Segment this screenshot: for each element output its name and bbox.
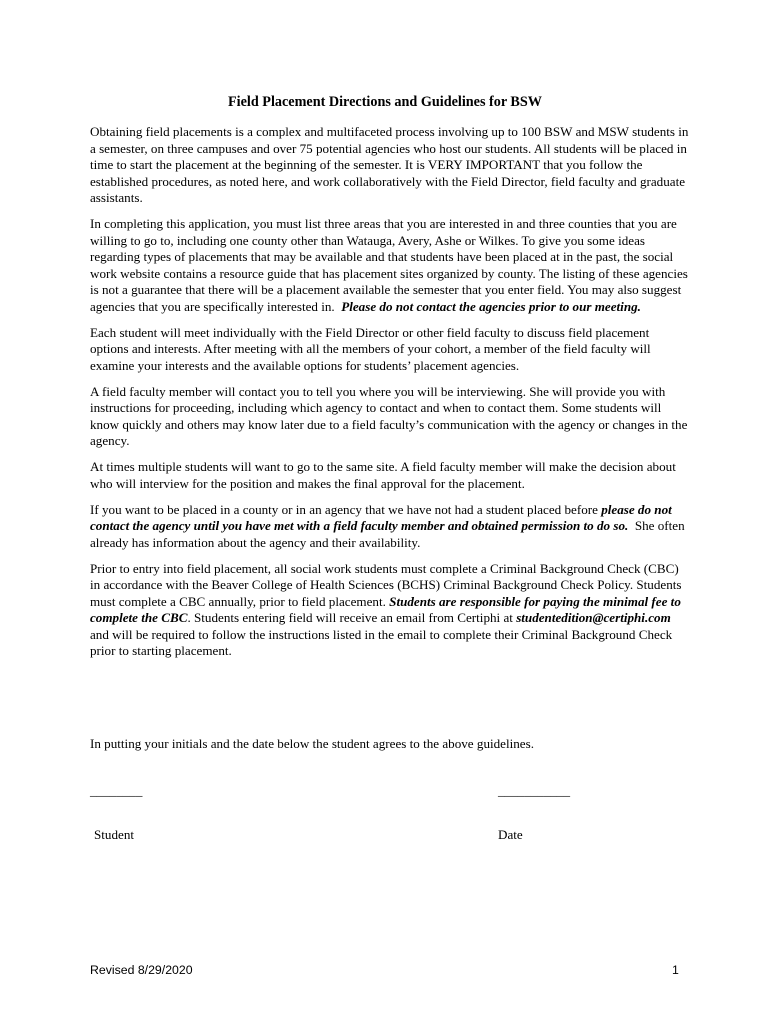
paragraph-overview: Obtaining field placements is a complex and multifaceted process involving up to 100 BSW and MSW students in a semester, on three campuses and over 75 potential agencies who host our students. All students will be placed in time to start the placement at the beginning of the semester. It is VERY IMPORTANT that you follow the established procedures, as noted here, and work collaboratively with the Field Director, field faculty and graduate assistants. [90,124,689,205]
permission-notice: please do not contact the agency until you have met with a field faculty member and obtained permission to do so. [90,501,672,533]
paragraph-meeting: Each student will meet individually with the Field Director or other field faculty to discuss field placement options and interests. After meeting with all the members of your cohort, a member of the field faculty will examine your interests and the available options for students’ placement agencies. [90,324,651,373]
student-label: Student [94,827,135,842]
background-check-text: Prior to entry into field placement, all social work students must complete a Criminal Background Check (CBC) in accordance with the Beaver College of Health Sciences (BCHS) Criminal Background Check Policy. Students must complete a CBC annually, prior to field placement. [90,560,682,609]
background-check-mid: . Students entering field will receive an email from Certiphi at [187,610,513,625]
paragraph-new-county [90,502,690,552]
paragraph-background-check [90,561,690,660]
paragraph-application [90,216,690,315]
agreement-statement: In putting your initials and the date below the student agrees to the above guidelines. [90,736,534,751]
document-body [90,124,690,669]
date-label: Date [498,827,523,842]
paragraph-interviewing: A field faculty member will contact you to tell you where you will be interviewing. She will provide you with instructions for proceeding, including which agency to contact and when to contact them. Some students will know quickly and others may know later due to a field faculty’s communication with the agency or changes in the agency. [90,383,688,448]
document-title: Field Placement Directions and Guidelines for BSW [228,94,542,110]
paragraph-new-county-end: She often already has information about the agency and their availability. [90,518,685,550]
revision-date: Revised 8/29/2020 [90,963,193,977]
paragraph-new-county-text: If you want to be placed in a county or in an agency that we have not had a student placed before [90,501,598,517]
fee-notice: Students are responsible for paying the minimal fee to complete the CBC [90,593,681,625]
date-line: ___________ [498,783,571,798]
page-number: 1 [672,963,679,977]
paragraph-multiple-students: At times multiple students will want to go to the same site. A field faculty member will make the decision about who will interview for the position and makes the final approval for the placement. [90,459,676,491]
paragraph-application-text: In completing this application, you must list three areas that you are interested in and three counties that you are willing to go to, including one county other than Watauga, Avery, Ashe or Wilkes. To give you some ideas regarding types of placements that may be available and that students have been placed at in the past, the social work website contains a resource guide that has placement sites organized by county. The listing of these agencies is not a guarantee that there will be a placement available the semester that you enter field. You may also suggest agencies that you are specifically interested in. [90,216,688,314]
student-initials-line: ________ [90,783,143,798]
no-contact-notice: Please do not contact the agencies prior to our meeting. [341,298,641,314]
certiphi-email: studentedition@certiphi.com [516,610,671,625]
background-check-end: and will be required to follow the instructions listed in the email to complete their Criminal Background Check prior to starting placement. [90,626,673,658]
